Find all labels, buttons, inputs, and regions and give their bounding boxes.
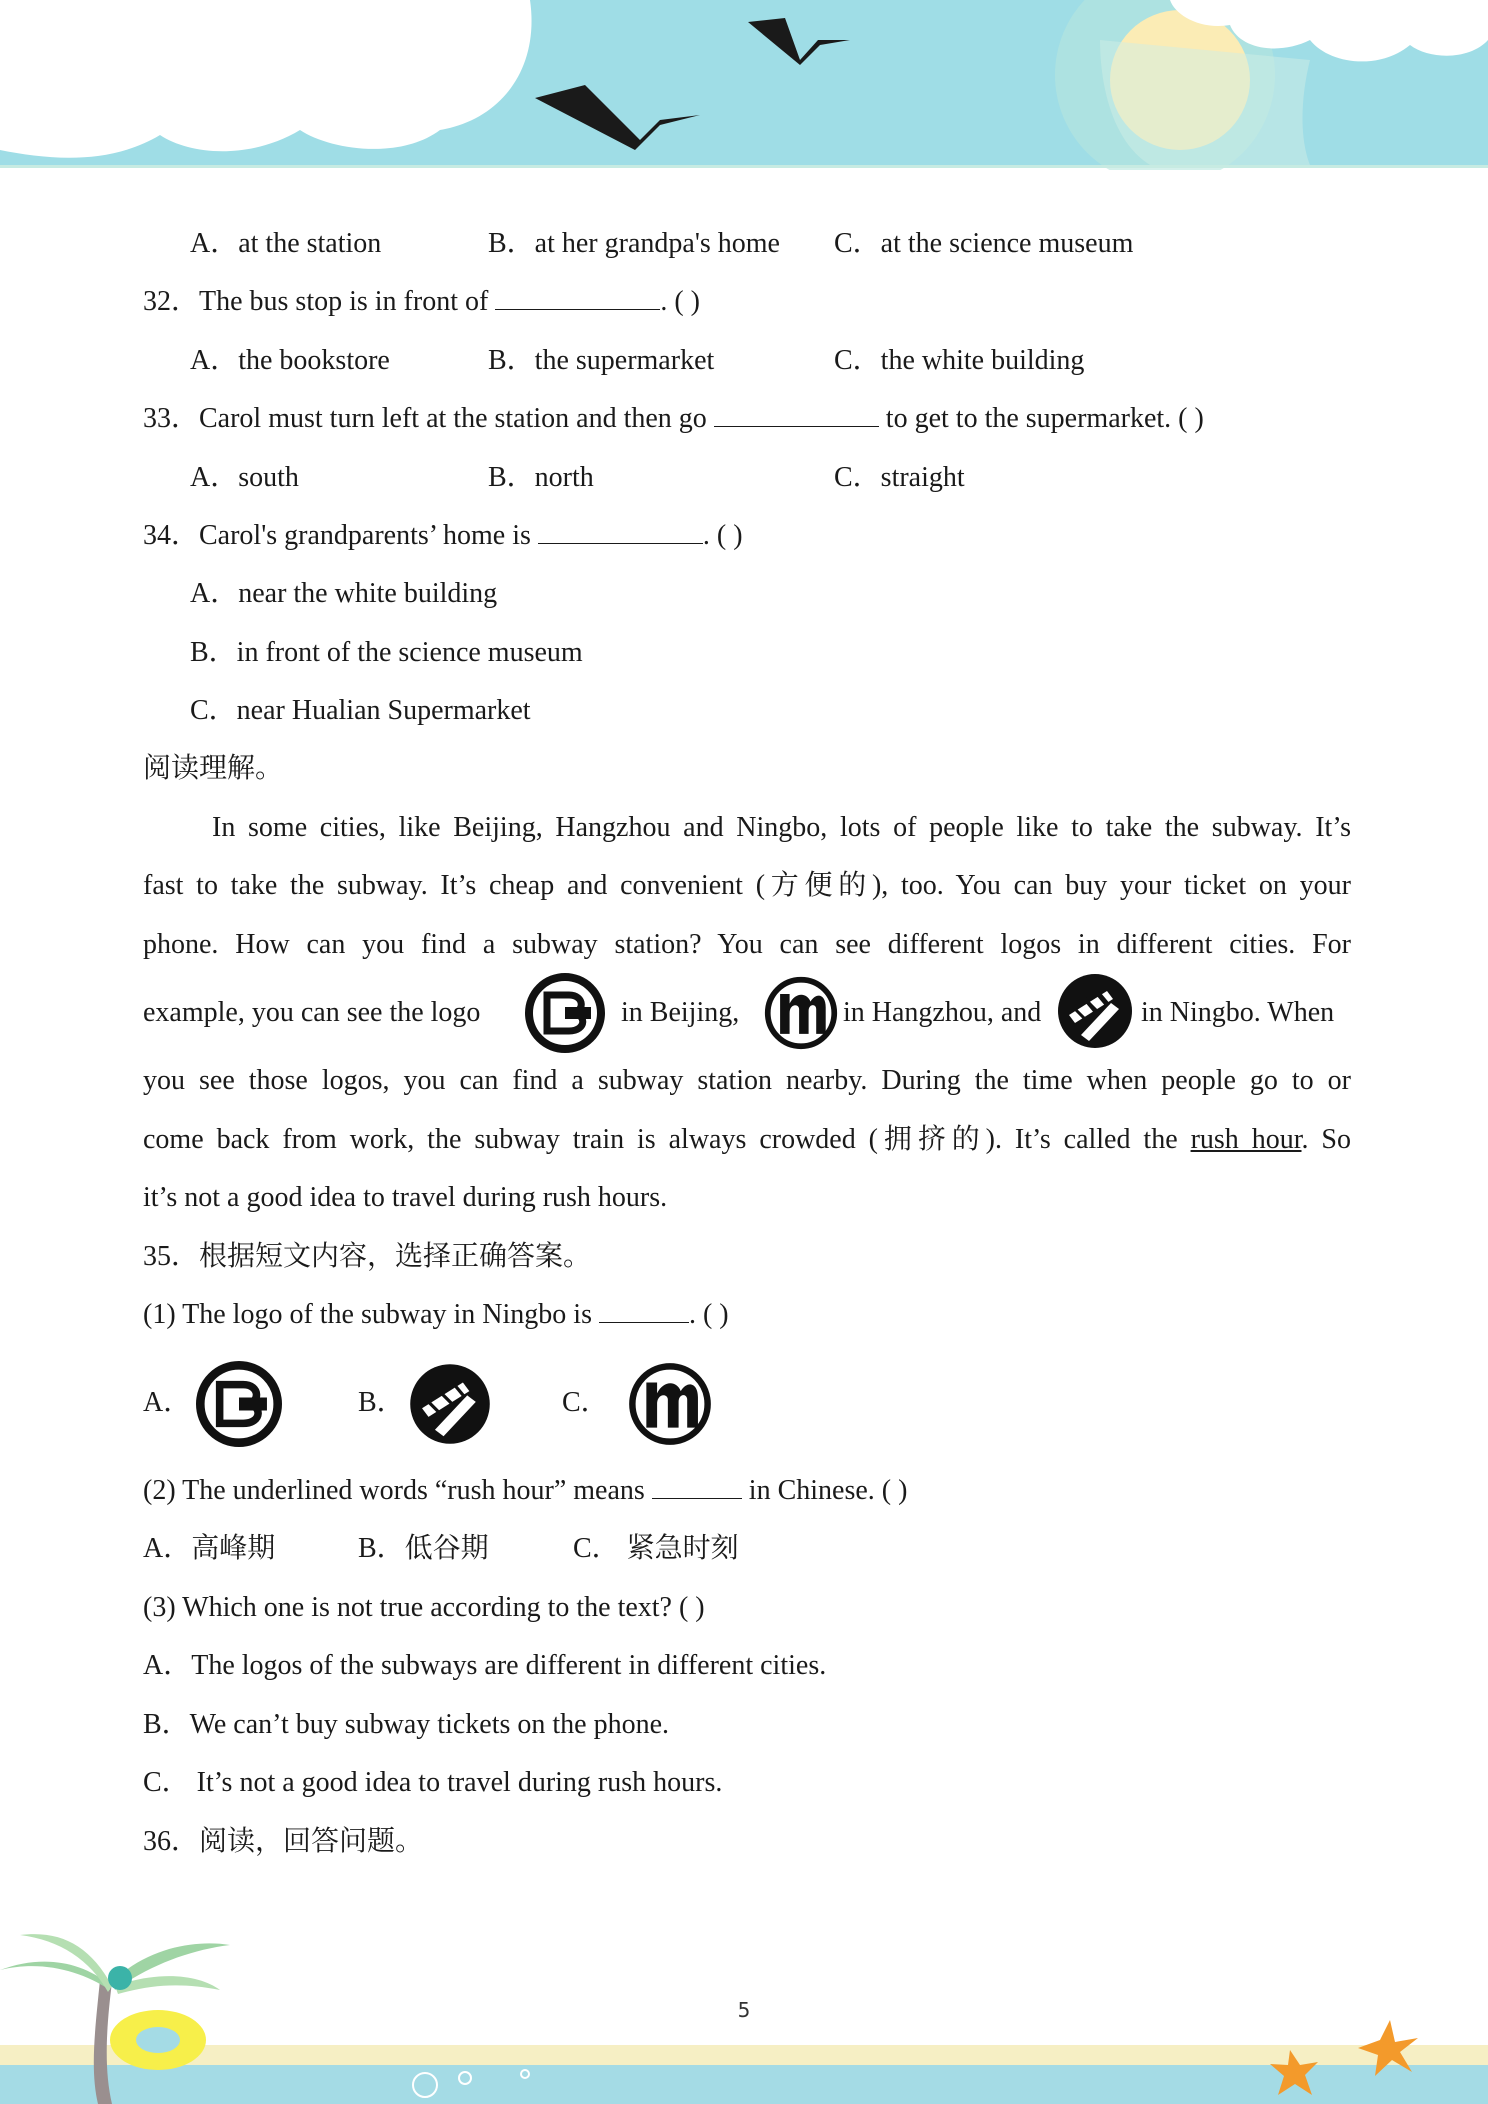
q33-option-c: C．straight (834, 462, 965, 493)
q33-option-b: B．north (488, 462, 594, 493)
page-number: 5 (737, 1998, 751, 2022)
q34-option-b: B．in front of the science museum (190, 637, 583, 668)
rush-hour-underlined: rush hour (1190, 1124, 1302, 1155)
q35-3-option-c: C． It’s not a good idea to travel during rush hours. (143, 1767, 723, 1798)
q32-option-c: C．the white building (834, 345, 1085, 376)
header-decoration (0, 0, 1488, 170)
section-title: 阅读理解。 (143, 753, 284, 784)
q35-3-option-b: B．We can’t buy subway tickets on the phone. (143, 1709, 670, 1740)
passage-text: example, you can see the logo (143, 997, 481, 1028)
passage-line-1: In some cities, like Beijing, Hangzhou and Ningbo, lots of people like to take the subway. It’s (212, 812, 1351, 843)
question-35-3: (3) Which one is not true according to the text? ( ) (143, 1592, 705, 1623)
passage-line-3: phone. How can you find a subway station? You can see different logos in different cities. For (143, 929, 1351, 960)
passage-line-5: you see those logos, you can find a subway station nearby. During the time when people go to or (143, 1065, 1351, 1096)
passage-text: in Hangzhou, and (843, 997, 1042, 1028)
passage-line-4 (143, 993, 1351, 1033)
q35-3-option-a: A．The logos of the subways are different in different cities. (143, 1650, 827, 1681)
question-35-2: (2) The underlined words “rush hour” means in Chinese. ( ) (143, 1471, 907, 1511)
question-35-title: 35．根据短文内容，选择正确答案。 (143, 1241, 592, 1272)
ningbo-subway-logo-icon (407, 1361, 493, 1447)
passage-line-7: it’s not a good idea to travel during rush hours. (143, 1182, 668, 1213)
hangzhou-subway-logo-icon (763, 975, 839, 1051)
passage-line-6: come back from work, the subway train is always crowded (拥挤的). It’s called the rush hour. So (143, 1124, 1352, 1155)
q35-1-option-b: B． (358, 1387, 405, 1418)
q33-option-a: A．south (190, 462, 299, 493)
question-34: 34．Carol's grandparents’ home is . ( ) (143, 516, 743, 556)
q35-1-option-a: A． (143, 1387, 192, 1418)
question-33: 33．Carol must turn left at the station and then go to get to the supermarket. ( ) (143, 399, 1204, 439)
ningbo-subway-logo-icon (1055, 971, 1135, 1051)
q35-1-option-c: C． (562, 1387, 609, 1418)
q31-option-c: C．at the science museum (834, 228, 1134, 259)
q32-option-b: B．the supermarket (488, 345, 715, 376)
q31-option-a: A．at the station (190, 228, 382, 259)
q35-2-option-c: C． 紧急时刻 (573, 1533, 739, 1564)
q35-2-option-a: A．高峰期 (143, 1533, 276, 1564)
q31-option-b: B．at her grandpa's home (488, 228, 780, 259)
question-36: 36．阅读，回答问题。 (143, 1826, 424, 1857)
q34-option-a: A．near the white building (190, 578, 498, 609)
beijing-subway-logo-icon (196, 1361, 282, 1447)
passage-text: in Ningbo. When (1141, 997, 1335, 1028)
q32-option-a: A．the bookstore (190, 345, 390, 376)
question-32: 32．The bus stop is in front of . ( ) (143, 282, 700, 322)
q34-option-c: C．near Hualian Supermarket (190, 695, 531, 726)
hangzhou-subway-logo-icon (627, 1361, 713, 1447)
q35-2-option-b: B．低谷期 (358, 1533, 489, 1564)
question-35-1: (1) The logo of the subway in Ningbo is . ( ) (143, 1295, 729, 1335)
passage-text: in Beijing, (621, 997, 740, 1028)
passage-line-2: fast to take the subway. It’s cheap and convenient (方便的), too. You can buy your ticket on your (143, 870, 1351, 901)
beijing-subway-logo-icon (525, 973, 605, 1053)
